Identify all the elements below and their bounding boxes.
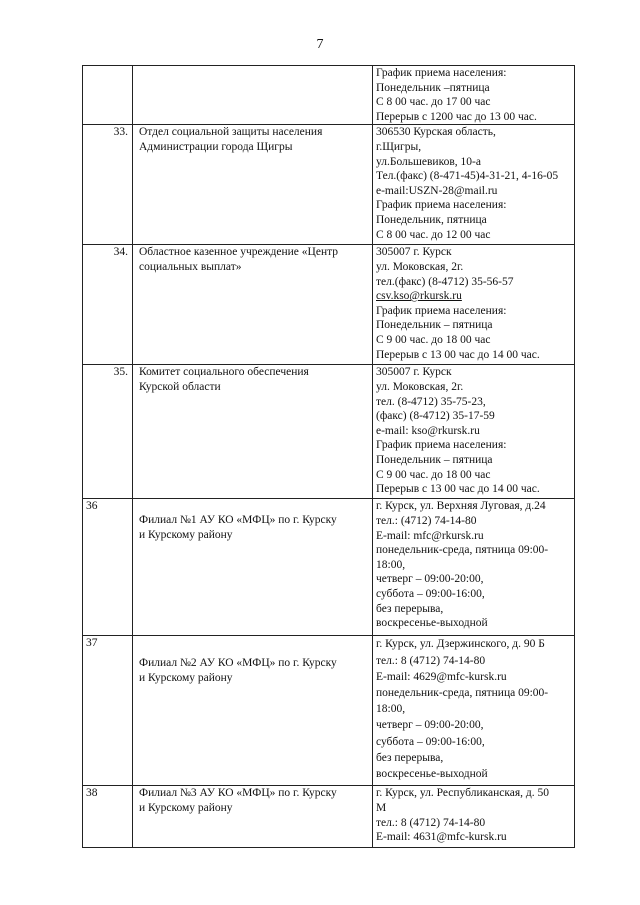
info-line: Понедельник –пятница [376, 81, 490, 94]
row-number: 38 [83, 786, 133, 848]
email-link[interactable]: e-mail: kso@rkursk.ru [376, 424, 480, 437]
institutions-table [82, 65, 575, 848]
info-line: График приема населения: [376, 439, 507, 452]
row-number: 37 [83, 636, 133, 786]
row-number: 34. [83, 245, 133, 365]
email-link[interactable]: csv.kso@rkursk.ru [376, 290, 462, 303]
info-line: тел. (8-4712) 35-75-23, [376, 395, 486, 408]
name-line: Комитет социального обеспечения [139, 366, 309, 379]
institution-name [133, 786, 373, 848]
name-line: Филиал №1 АУ КО «МФЦ» по г. Курску [139, 514, 337, 527]
info-line: С 9 00 час. до 18 00 час [376, 333, 491, 346]
info-line: без перерыва, [376, 602, 444, 615]
row-number: 36 [83, 499, 133, 636]
row-number [83, 66, 133, 125]
row-number: 33. [83, 125, 133, 245]
table-row [83, 245, 575, 365]
info-line: 305007 г. Курск [376, 246, 452, 259]
contact-info [373, 125, 575, 245]
info-line: (факс) (8-4712) 35-17-59 [376, 410, 495, 423]
email-link[interactable]: E-mail: 4631@mfc-kursk.ru [376, 831, 507, 844]
name-line: Областное казенное учреждение «Центр [139, 246, 339, 259]
info-line: График приема населения: [376, 199, 507, 212]
info-line: Понедельник, пятница [376, 213, 487, 226]
table-row [83, 786, 575, 848]
info-line: без перерыва, [376, 751, 444, 764]
info-line: 305007 г. Курск [376, 366, 452, 379]
name-line: Администрации города Щигры [139, 140, 293, 153]
info-line: График приема населения: [376, 67, 507, 79]
institution-name [133, 636, 373, 786]
info-line: тел.: 8 (4712) 74-14-80 [376, 816, 486, 829]
table-row [83, 499, 575, 636]
info-line: График приема населения: [376, 304, 507, 317]
info-line: С 8 00 час. до 17 00 час [376, 96, 491, 109]
institution-name [133, 499, 373, 636]
email-link[interactable]: E-mail: 4629@mfc-kursk.ru [376, 670, 507, 683]
info-line: воскресенье-выходной [376, 617, 488, 630]
email-link[interactable]: E-mail: mfc@rkursk.ru [376, 529, 484, 542]
institution-name [133, 245, 373, 365]
info-line: суббота – 09:00-16:00, [376, 587, 485, 600]
info-line: Тел.(факс) (8-471-45)4-31-21, 4-16-05 [376, 170, 559, 183]
contact-info [373, 786, 575, 848]
email-link[interactable]: e-mail:USZN-28@mail.ru [376, 184, 498, 197]
info-line: понедельник-среда, пятница 09:00- [376, 544, 549, 557]
info-line: 18:00, [376, 703, 406, 716]
info-line: С 9 00 час. до 18 00 час [376, 468, 491, 481]
info-line: четверг – 09:00-20:00, [376, 719, 484, 732]
info-line: ул. Моковская, 2г. [376, 260, 464, 273]
contact-info [373, 499, 575, 636]
info-line: суббота – 09:00-16:00, [376, 735, 485, 748]
info-line: 18:00, [376, 558, 406, 571]
table-row [83, 636, 575, 786]
info-line: г.Щигры, [376, 140, 422, 153]
page-number: 7 [316, 37, 324, 52]
name-line: и Курскому району [139, 528, 233, 541]
info-line: тел.: (4712) 74-14-80 [376, 514, 477, 527]
info-line: тел.: 8 (4712) 74-14-80 [376, 654, 486, 667]
name-line: и Курскому району [139, 801, 233, 814]
contact-info [373, 365, 575, 499]
table-row [83, 66, 575, 125]
name-line: Филиал №2 АУ КО «МФЦ» по г. Курску [139, 657, 337, 670]
row-number: 35. [83, 365, 133, 499]
name-line: Филиал №3 АУ КО «МФЦ» по г. Курску [139, 787, 337, 800]
name-line: социальных выплат» [139, 260, 242, 273]
info-line: воскресенье-выходной [376, 768, 488, 780]
info-line: Перерыв с 1200 час до 13 00 час. [376, 110, 537, 123]
info-line: ул.Большевиков, 10-а [376, 155, 481, 168]
info-line: ул. Моковская, 2г. [376, 380, 464, 393]
info-line: Понедельник – пятница [376, 319, 493, 332]
info-line: Понедельник – пятница [376, 453, 493, 466]
info-line: М [376, 801, 387, 814]
info-line: Перерыв с 13 00 час до 14 00 час. [376, 483, 540, 496]
info-line: г. Курск, ул. Республиканская, д. 50 [376, 787, 550, 800]
info-line: С 8 00 час. до 12 00 час [376, 228, 491, 241]
info-line: Перерыв с 13 00 час до 14 00 час. [376, 348, 540, 361]
institution-name [133, 66, 373, 125]
name-line: Курской области [139, 380, 221, 393]
info-line: понедельник-среда, пятница 09:00- [376, 686, 549, 699]
info-line: г. Курск, ул. Верхняя Луговая, д.24 [376, 500, 546, 513]
info-line: г. Курск, ул. Дзержинского, д. 90 Б [376, 638, 545, 651]
table-row [83, 365, 575, 499]
institution-name [133, 125, 373, 245]
table-row [83, 125, 575, 245]
contact-info [373, 66, 575, 125]
institution-name [133, 365, 373, 499]
info-line: тел.(факс) (8-4712) 35-56-57 [376, 275, 514, 288]
info-line: четверг – 09:00-20:00, [376, 573, 484, 586]
info-line: 306530 Курская область, [376, 126, 496, 139]
contact-info [373, 245, 575, 365]
name-line: Отдел социальной защиты населения [139, 126, 323, 139]
name-line: и Курскому району [139, 671, 233, 684]
contact-info [373, 636, 575, 786]
